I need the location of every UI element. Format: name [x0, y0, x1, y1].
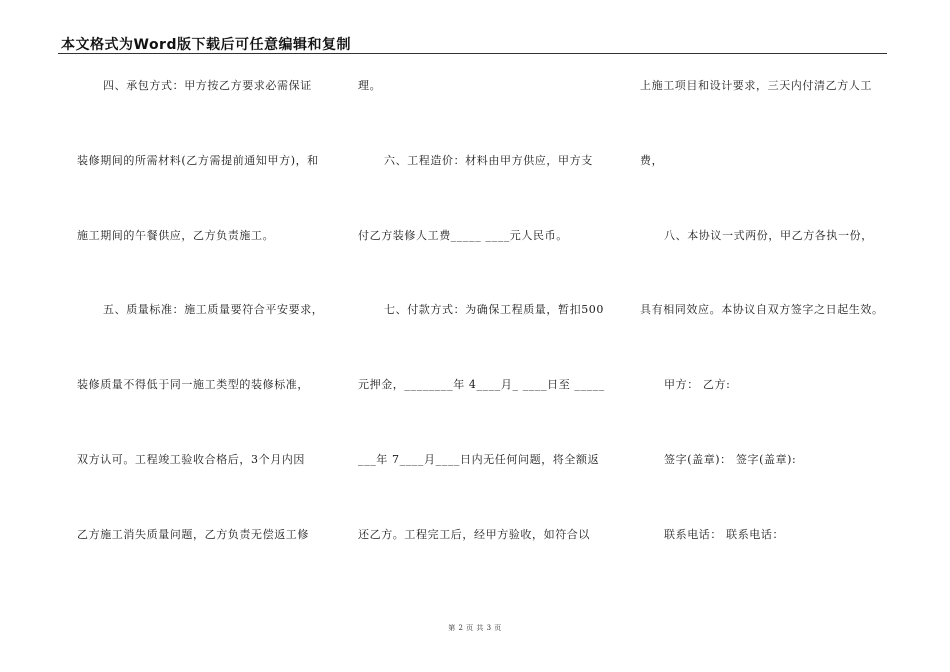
- page-header-title: 本文格式为Word版下载后可任意编辑和复制: [61, 37, 351, 53]
- paragraph-line: 元押金，________年 4____月_ ____日至 _____: [358, 378, 605, 391]
- paragraph-line: 七、付款方式：为确保工程质量，暂扣500: [384, 303, 604, 316]
- paragraph-line: 具有相同效应。本协议自双方签字之日起生效。: [640, 303, 884, 316]
- paragraph-line: 施工期间的午餐供应，乙方负责施工。: [77, 229, 275, 242]
- paragraph-line: 六、工程造价：材料由甲方供应，甲方支: [384, 154, 593, 167]
- paragraph-line: 理。: [358, 79, 382, 92]
- page-number-footer: 第 2 页 共 3 页: [448, 624, 502, 632]
- contact-phone-labels: 联系电话： 联系电话：: [664, 528, 785, 541]
- paragraph-line: 费，: [640, 154, 664, 167]
- paragraph-line: 乙方施工消失质量问题，乙方负责无偿返工修: [77, 528, 309, 541]
- paragraph-line: 五、质量标准：施工质量要符合平安要求，: [103, 303, 324, 316]
- paragraph-line: ___年 7____月____日内无任何问题，将全额返: [358, 453, 600, 466]
- paragraph-line: 还乙方。工程完工后，经甲方验收，如符合以: [358, 528, 590, 541]
- signature-party-labels: 甲方： 乙方:: [664, 378, 731, 391]
- paragraph-line: 四、承包方式：甲方按乙方要求必需保证: [103, 79, 312, 92]
- header-divider: [58, 53, 887, 54]
- paragraph-line: 装修期间的所需材料(乙方需提前通知甲方)，和: [77, 154, 319, 167]
- paragraph-line: 八、本协议一式两份，甲乙方各执一份，: [664, 229, 873, 242]
- paragraph-line: 上施工项目和设计要求，三天内付清乙方人工: [640, 79, 872, 92]
- paragraph-line: 双方认可。工程竣工验收合格后，3个月内因: [77, 453, 305, 466]
- signature-stamp-labels: 签字(盖章)： 签字(盖章):: [664, 453, 797, 466]
- paragraph-line: 装修质量不得低于同一施工类型的装修标准，: [77, 378, 309, 391]
- paragraph-line: 付乙方装修人工费_____ ____元人民币。: [358, 229, 568, 242]
